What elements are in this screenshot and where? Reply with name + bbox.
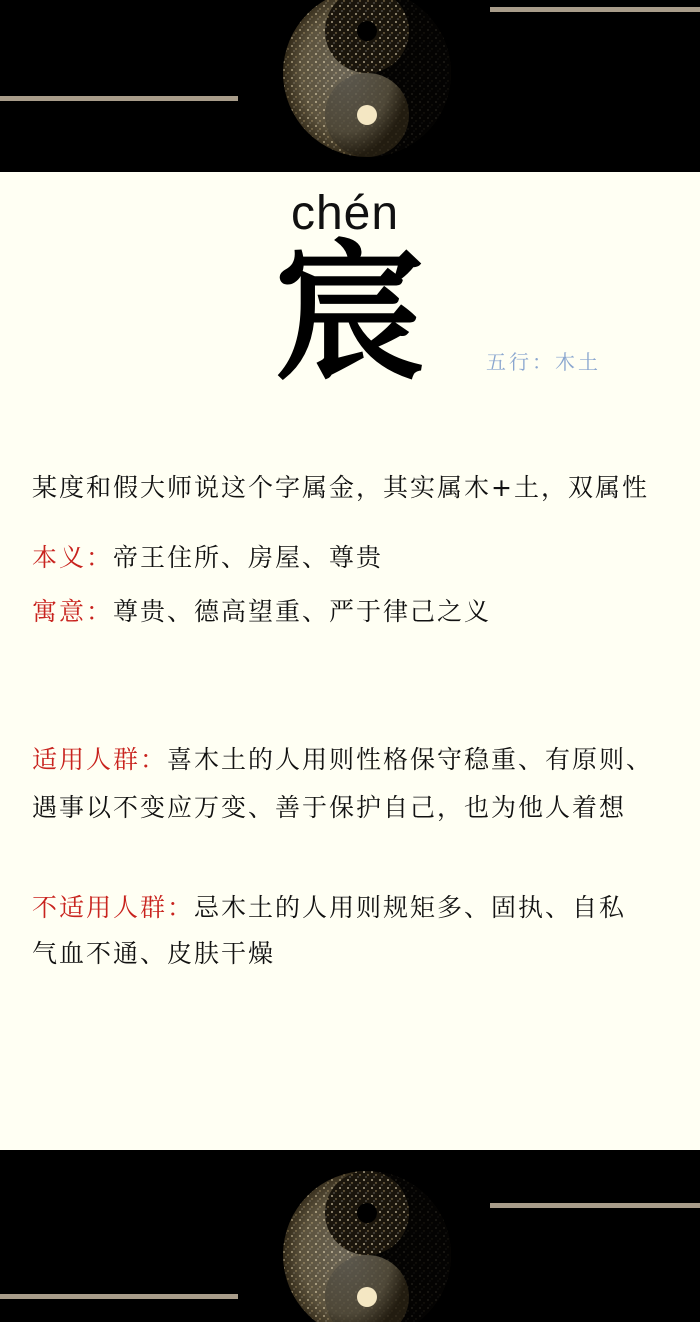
meaning-line bbox=[32, 538, 383, 574]
meaning-text: 帝王住所、房屋、尊贵 bbox=[113, 543, 384, 572]
character-card bbox=[0, 172, 700, 1150]
top-decorative-band bbox=[0, 0, 700, 172]
suitable-text-1: 喜木土的人用则性格保守稳重、有原则、 bbox=[167, 745, 654, 774]
main-character: 宸 bbox=[274, 225, 425, 401]
decorative-rule bbox=[490, 1203, 700, 1208]
decorative-rule bbox=[0, 96, 238, 101]
suitable-label: 适用人群： bbox=[32, 745, 168, 774]
bottom-decorative-band bbox=[0, 1150, 700, 1322]
implication-text: 尊贵、德高望重、严于律己之义 bbox=[113, 597, 492, 626]
yin-yang-orb-icon bbox=[282, 0, 452, 158]
unsuitable-line-2: 气血不通、皮肤干燥 bbox=[32, 939, 276, 968]
suitable-line-1 bbox=[32, 740, 653, 776]
unsuitable-line-1 bbox=[32, 888, 626, 924]
unsuitable-text-1: 忌木土的人用则规矩多、固执、自私 bbox=[194, 893, 627, 922]
wuxing-label: 五行： bbox=[486, 350, 555, 374]
decorative-rule bbox=[490, 7, 700, 12]
intro-line: 某度和假大师说这个字属金，其实属木+土，双属性 bbox=[32, 473, 649, 502]
yin-yang-orb-icon bbox=[282, 1170, 452, 1322]
decorative-rule bbox=[0, 1294, 238, 1299]
meaning-label: 本义： bbox=[32, 543, 114, 572]
pinyin: chén bbox=[290, 187, 400, 240]
implication-line bbox=[32, 592, 491, 628]
wuxing-value: 木土 bbox=[555, 350, 601, 374]
suitable-line-2: 遇事以不变应万变、善于保护自己，也为他人着想 bbox=[32, 793, 627, 822]
implication-label: 寓意： bbox=[32, 597, 114, 626]
unsuitable-label: 不适用人群： bbox=[32, 893, 195, 922]
wuxing-tag bbox=[486, 346, 601, 375]
